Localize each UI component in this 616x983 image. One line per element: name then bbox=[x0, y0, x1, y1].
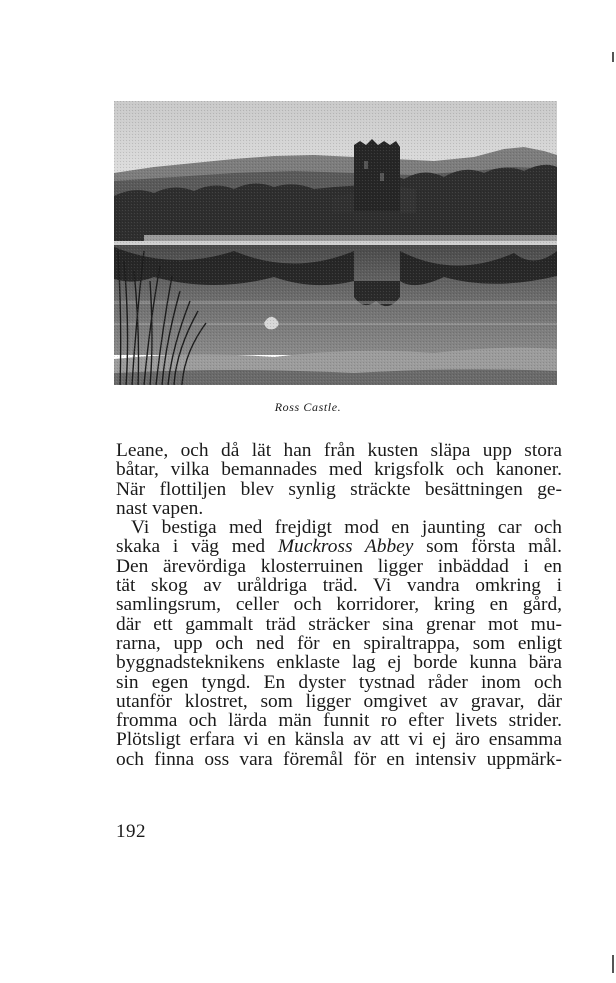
body-text bbox=[116, 441, 562, 769]
text-line: och finna oss vara föremål för en intensiv uppmärk- bbox=[116, 748, 562, 770]
text-line: båtar, vilka bemannades med krigsfolk och kanoner. bbox=[116, 459, 562, 481]
text-line-with-title bbox=[116, 537, 562, 556]
figure-caption: Ross Castle. bbox=[274, 400, 342, 414]
text-line: rarna, upp och ned för en spiraltrappa, som enligt bbox=[116, 632, 562, 654]
text-line: där ett gammalt träd sträcker sina grenar mot mu- bbox=[116, 613, 562, 635]
text-line: sin egen tyngd. En dyster tystnad råder inom och bbox=[116, 671, 562, 693]
text-line: tät skog av uråldriga träd. Vi vandra omkring i bbox=[116, 575, 562, 597]
scan-edge-mark bbox=[612, 955, 614, 973]
text-line: samlingsrum, celler och korridorer, kring en gård, bbox=[116, 594, 562, 616]
text-line: Vi bestiga med frejdigt mod en jaunting car och bbox=[131, 517, 562, 539]
text-line: utanför klostret, som ligger omgivet av gravar, där bbox=[116, 690, 562, 712]
ross-castle-photo bbox=[114, 101, 557, 385]
text-line: När flottiljen blev synlig sträckte besättningen ge- bbox=[116, 478, 562, 500]
text-line: Leane, och då lät han från kusten släpa upp stora bbox=[116, 440, 562, 461]
text-segment: skaka i väg med bbox=[116, 536, 278, 558]
scan-edge-mark bbox=[612, 52, 614, 62]
text-line: byggnadsteknikens enklaste lag ej borde kunna bära bbox=[116, 652, 562, 674]
text-line: nast vapen. bbox=[116, 497, 204, 519]
text-line: Plötsligt erfara vi en känsla av att vi ej äro ensamma bbox=[116, 729, 562, 751]
text-segment: som första mål. bbox=[413, 536, 562, 558]
page-number: 192 bbox=[116, 821, 146, 842]
text-line: Den ärevördiga klosterruinen ligger inbäddad i en bbox=[116, 555, 562, 577]
text-line: fromma och lärda män funnit ro efter livets strider. bbox=[116, 710, 562, 732]
italic-place-name: Muckross Abbey bbox=[277, 536, 414, 558]
